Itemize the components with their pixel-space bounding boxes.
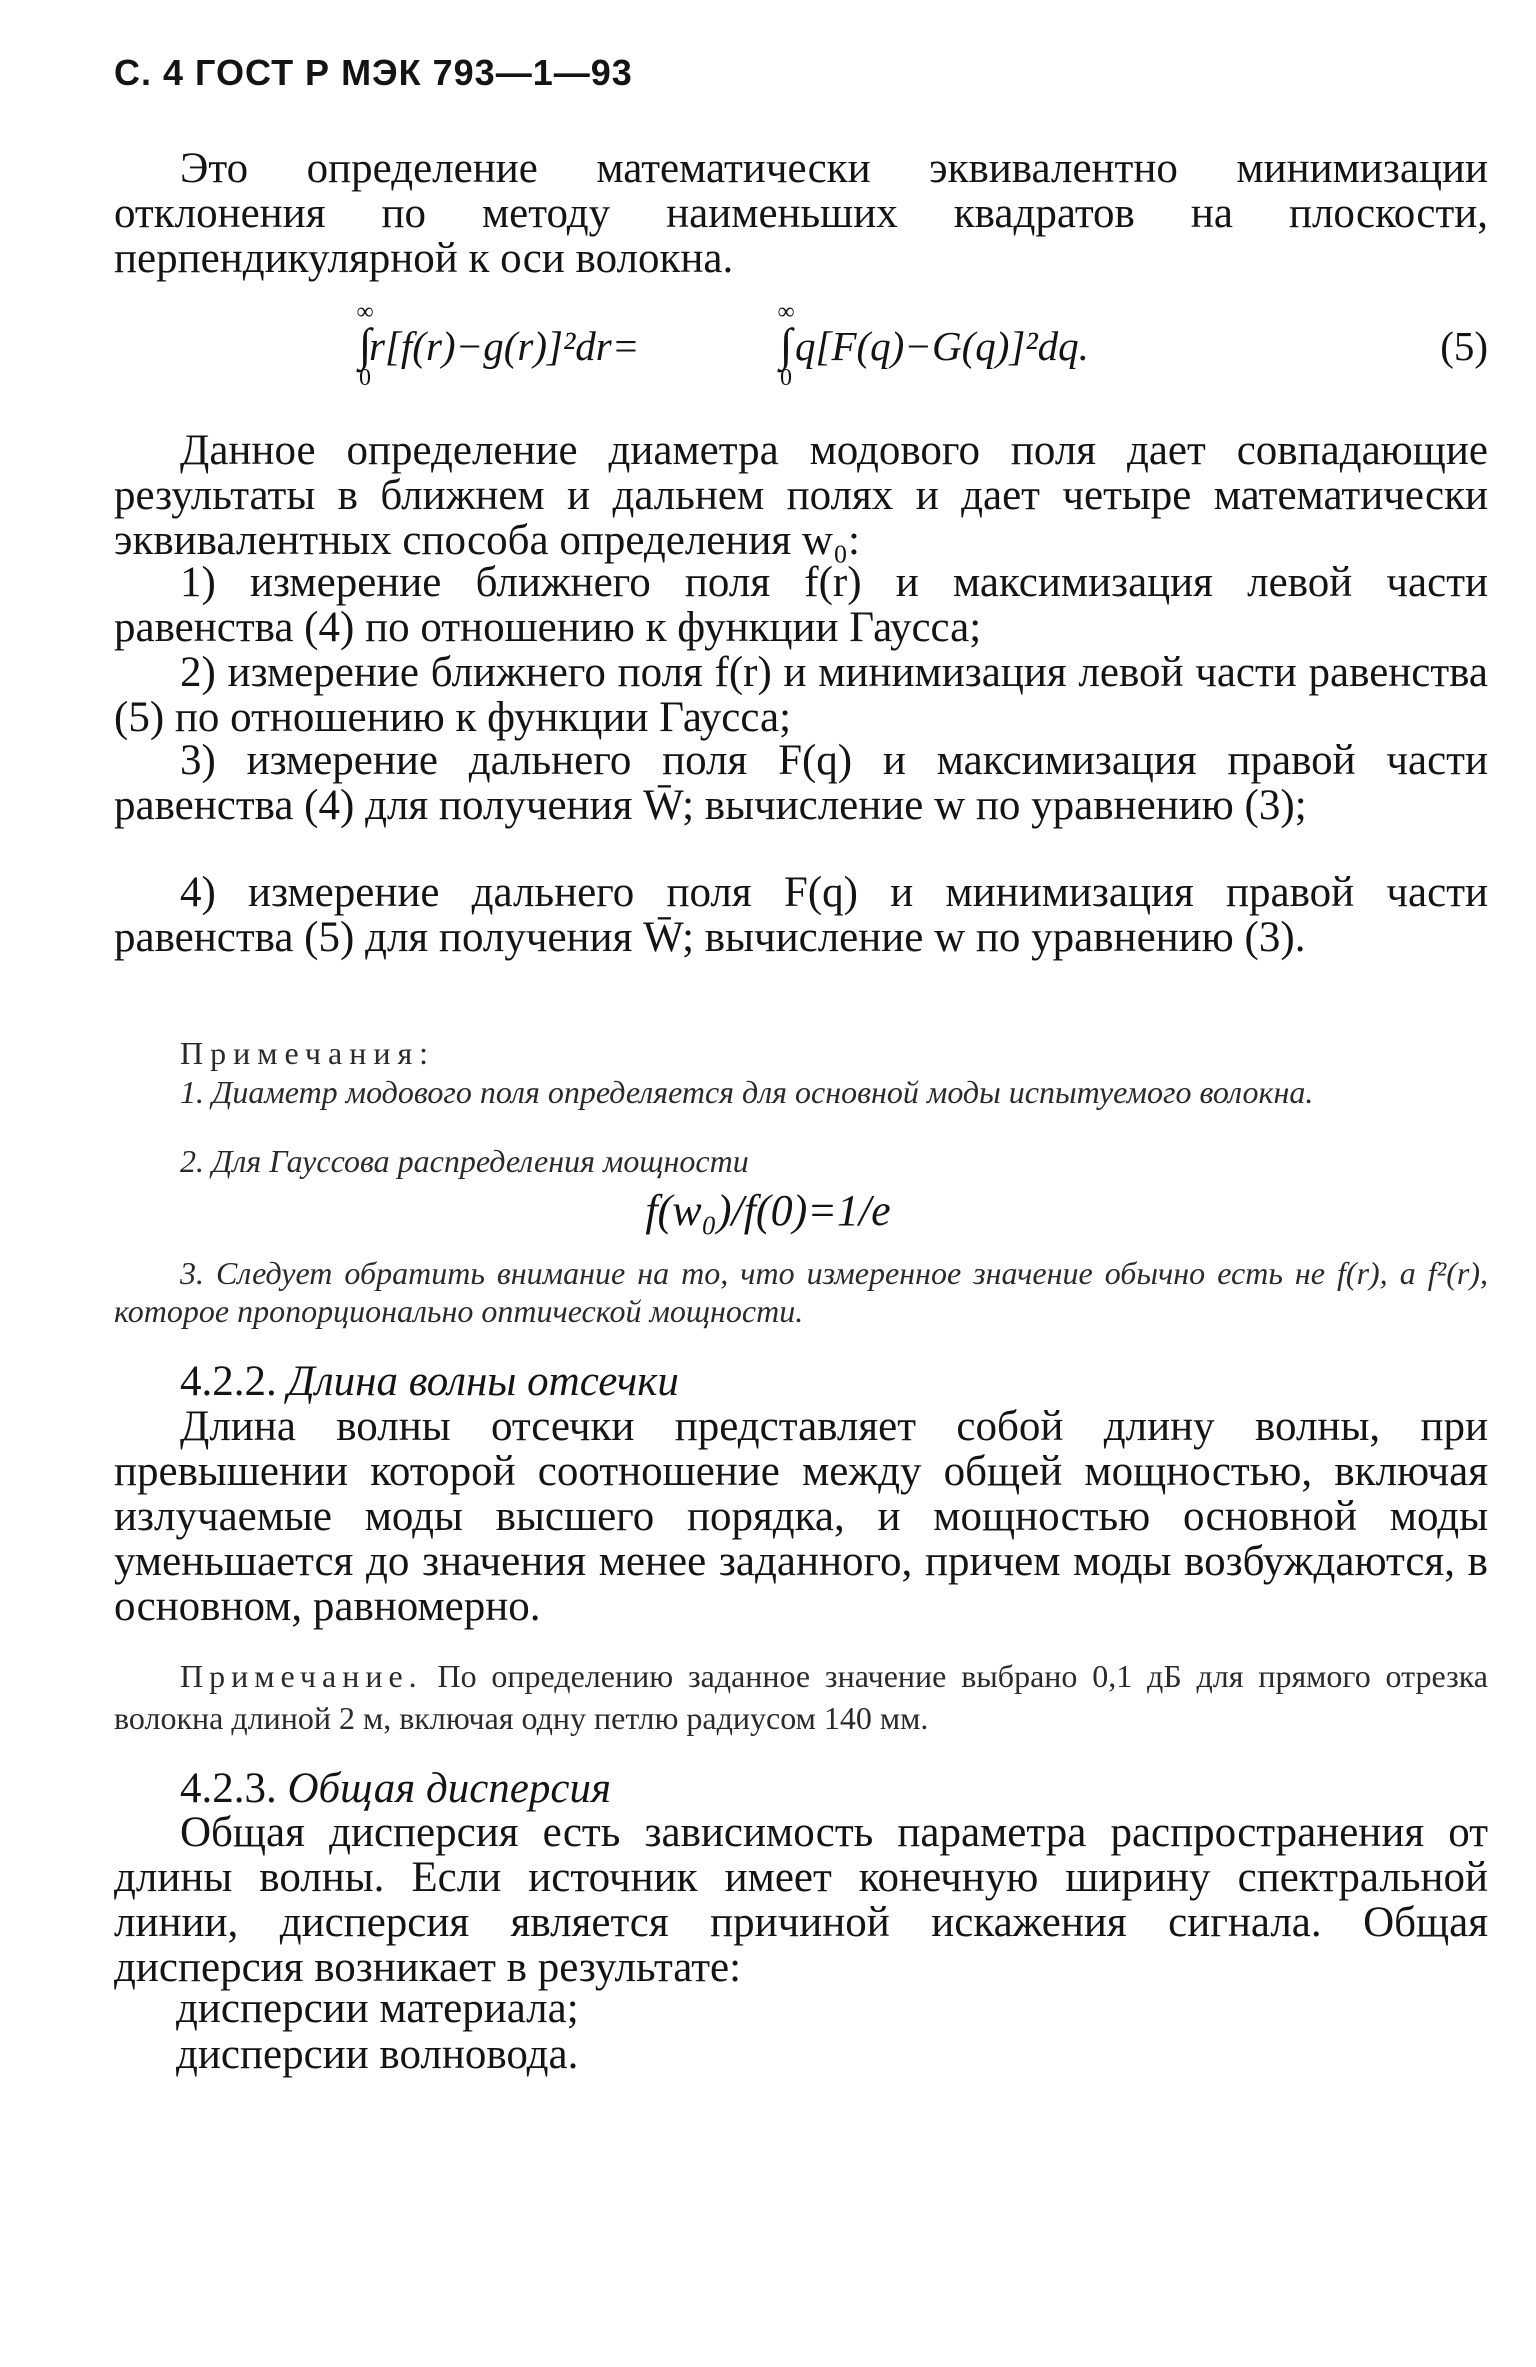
section-4-2-3-heading: 4.2.3. Общая дисперсия [180,1765,611,1812]
list-item: дисперсии материала; [176,1985,579,2032]
paragraph-methods: Данное определение диаметра модового поля дает совпадающие результаты в ближнем и дальнем полях и дает четыре математически эквивалентных способа определения w₀: [114,427,1488,564]
notes-title: Примечания: [180,1035,436,1071]
list-item: 1) измерение ближнего поля f(r) и максимизация левой части равенства (4) по отношению к функции Гаусса; [114,559,1488,651]
list-item: 3) измерение дальнего поля F(q) и максимизация правой части равенства (4) для получения W̄; вычисление w по уравнению (3); [114,737,1488,829]
list-item: 2) измерение ближнего поля f(r) и минимизация левой части равенства (5) по отношению к функции Гаусса; [114,649,1488,741]
section-4-2-2-text: Длина волны отсечки представляет собой длину волны, при превышении которой соотношение между общей мощностью, включая излучаемые моды высшего порядка, и мощностью основной моды уменьшается до значения менее заданного, причем моды возбуждаются, в основном, равномерно. [114,1403,1488,1630]
formula-gauss: f(w₀)/f(0)=1/e [645,1186,891,1235]
equation-5 [114,300,1488,410]
integral-left: ∞ ∫ 0 [356,299,374,391]
list-item: дисперсии волновода. [176,2031,579,2078]
section-4-2-3-text: Общая дисперсия есть зависимость параметра распространения от длины волны. Если источник имеет конечную ширину спектральной линии, дисперсия является причиной искажения сигнала. Общая дисперсия возникает в результате: [114,1809,1488,1991]
list-item: 4) измерение дальнего поля F(q) и минимизация правой части равенства (5) для получения W̄; вычисление w по уравнению (3). [114,869,1488,961]
running-header: С. 4 ГОСТ Р МЭК 793—1—93 [114,52,633,93]
paragraph-definition: Это определение математически эквивалентно минимизации отклонения по методу наименьших квадратов на плоскости, перпендикулярной к оси волокна. [114,145,1488,282]
note-1: 1. Диаметр модового поля определяется для основной моды испытуемого волокна. [180,1074,1314,1110]
section-4-2-2-heading: 4.2.2. Длина волны отсечки [180,1358,679,1405]
equation-lhs: r[f(r)−g(r)]²dr= [369,323,640,369]
equation-number: (5) [1440,323,1488,369]
section-4-2-2-note: Примечание. По определению заданное значение выбрано 0,1 дБ для прямого отрезка волокна длиной 2 м, включая одну петлю радиусом 140 мм. [114,1658,1489,1736]
note-3: 3. Следует обратить внимание на то, что измеренное значение обычно есть не f(r), а f²(r), которое пропорционально оптической мощности. [114,1255,1488,1329]
integral-right: ∞ ∫ 0 [777,299,795,391]
equation-rhs: q[F(q)−G(q)]²dq. [795,323,1089,369]
note-2: 2. Для Гауссова распределения мощности [180,1143,749,1179]
